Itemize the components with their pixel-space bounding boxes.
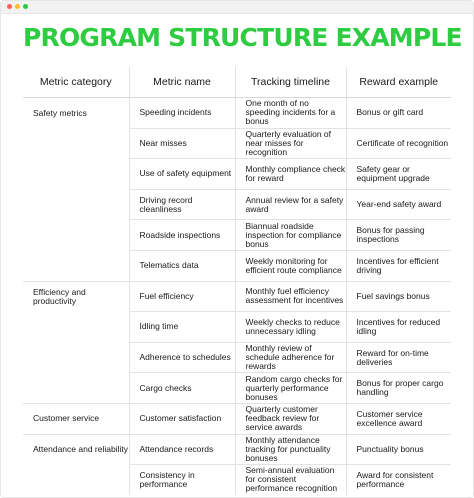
cell-reward-example-text: Safety gear or equipment upgrade <box>356 163 430 183</box>
cell-tracking-timeline-text: Weekly checks to reduce unnecessary idling <box>245 316 340 336</box>
cell-reward-example-text: Incentives for efficient driving <box>356 255 439 275</box>
cell-reward-example-text: Bonus or gift card <box>356 107 424 118</box>
cell-metric-name-text: Idling time <box>139 321 179 332</box>
cell-reward-example-text: Bonus for passing inspections <box>356 225 425 245</box>
table-body <box>23 98 451 495</box>
cell-metric-category <box>23 312 129 343</box>
cell-tracking-timeline-text: Quarterly evaluation of near misses for recognition <box>245 128 332 157</box>
minimize-window-dot-icon[interactable] <box>15 4 20 9</box>
table-header-row <box>23 67 451 98</box>
cell-tracking-timeline-text: Quarterly customer feedback review for service awards <box>245 404 320 433</box>
cell-tracking-timeline <box>235 159 346 190</box>
table-row <box>23 434 451 465</box>
cell-metric-name <box>129 189 235 220</box>
cell-metric-category <box>23 465 129 495</box>
cell-tracking-timeline <box>235 312 346 343</box>
cell-reward-example <box>346 220 451 251</box>
cell-metric-name <box>129 342 235 373</box>
cell-reward-example <box>346 98 451 129</box>
cell-tracking-timeline-text: Monthly attendance tracking for punctuality bonuses <box>245 434 331 463</box>
window-titlebar <box>1 1 473 14</box>
cell-metric-name <box>129 434 235 465</box>
cell-reward-example-text: Incentives for reduced idling <box>356 316 441 336</box>
cell-tracking-timeline <box>235 403 346 434</box>
cell-metric-category <box>23 159 129 190</box>
cell-tracking-timeline-text: Random cargo checks for quarterly performance bonuses <box>245 373 343 402</box>
table-row <box>23 403 451 434</box>
cell-tracking-timeline <box>235 465 346 495</box>
cell-reward-example-text: Certificate of recognition <box>356 137 449 148</box>
cell-reward-example <box>346 373 451 404</box>
cell-metric-name <box>129 281 235 312</box>
cell-tracking-timeline <box>235 128 346 159</box>
cell-metric-name-text: Consistency in performance <box>139 469 195 489</box>
cell-metric-name <box>129 250 235 281</box>
cell-tracking-timeline-text: Monthly compliance check for reward <box>245 163 346 183</box>
program-structure-table <box>23 67 451 495</box>
cell-metric-name-text: Roadside inspections <box>139 229 221 240</box>
cell-metric-name <box>129 159 235 190</box>
cell-reward-example <box>346 281 451 312</box>
cell-metric-category <box>23 434 129 465</box>
cell-metric-category <box>23 128 129 159</box>
column-header-reward-example: Reward example <box>346 67 451 98</box>
cell-reward-example-text: Award for consistent performance <box>356 469 434 489</box>
cell-reward-example-text: Punctuality bonus <box>356 443 424 454</box>
cell-tracking-timeline <box>235 250 346 281</box>
cell-tracking-timeline-text: One month of no speeding incidents for a bonus <box>245 98 336 127</box>
cell-metric-category <box>23 403 129 434</box>
cell-metric-category-text: Safety metrics <box>33 107 87 118</box>
cell-reward-example <box>346 189 451 220</box>
table-row <box>23 189 451 220</box>
cell-metric-name-text: Near misses <box>139 137 187 148</box>
cell-metric-category <box>23 189 129 220</box>
cell-metric-name-text: Cargo checks <box>139 382 192 393</box>
table-row <box>23 98 451 129</box>
table-row <box>23 312 451 343</box>
cell-metric-name <box>129 312 235 343</box>
cell-metric-category-text: Customer service <box>33 413 100 424</box>
cell-reward-example <box>346 159 451 190</box>
cell-metric-name-text: Adherence to schedules <box>139 352 231 363</box>
cell-metric-name-text: Attendance records <box>139 443 214 454</box>
column-header-tracking-timeline: Tracking timeline <box>235 67 346 98</box>
cell-metric-category <box>23 373 129 404</box>
cell-reward-example <box>346 128 451 159</box>
cell-metric-category <box>23 98 129 129</box>
cell-reward-example-text: Customer service excellence award <box>356 408 423 428</box>
cell-reward-example <box>346 342 451 373</box>
page-title: PROGRAM STRUCTURE EXAMPLE <box>23 23 462 52</box>
cell-metric-name <box>129 403 235 434</box>
cell-metric-category <box>23 250 129 281</box>
cell-metric-name-text: Telematics data <box>139 260 199 271</box>
table-row <box>23 465 451 495</box>
cell-tracking-timeline-text: Monthly fuel efficiency assessment for incentives <box>245 286 344 306</box>
cell-metric-category-text: Efficiency and productivity <box>33 286 86 306</box>
cell-metric-category-text: Attendance and reliability <box>33 444 128 455</box>
cell-tracking-timeline <box>235 434 346 465</box>
cell-reward-example-text: Reward for on-time deliveries <box>356 347 429 367</box>
cell-reward-example <box>346 312 451 343</box>
column-header-metric-category: Metric category <box>23 67 129 98</box>
cell-metric-name-text: Fuel efficiency <box>139 290 194 301</box>
column-header-metric-name: Metric name <box>129 67 235 98</box>
table-row <box>23 250 451 281</box>
cell-reward-example <box>346 403 451 434</box>
cell-metric-name <box>129 373 235 404</box>
cell-reward-example <box>346 250 451 281</box>
cell-metric-name-text: Speeding incidents <box>139 107 212 118</box>
cell-tracking-timeline <box>235 189 346 220</box>
cell-metric-name <box>129 128 235 159</box>
cell-tracking-timeline <box>235 342 346 373</box>
cell-metric-category <box>23 281 129 312</box>
maximize-window-dot-icon[interactable] <box>23 4 28 9</box>
cell-tracking-timeline <box>235 373 346 404</box>
table-row <box>23 159 451 190</box>
cell-metric-name <box>129 220 235 251</box>
cell-metric-category <box>23 220 129 251</box>
cell-metric-name-text: Customer satisfaction <box>139 413 222 424</box>
cell-metric-name-text: Driving record cleanliness <box>139 194 193 214</box>
cell-tracking-timeline <box>235 98 346 129</box>
cell-metric-name <box>129 98 235 129</box>
table-row <box>23 342 451 373</box>
cell-metric-category <box>23 342 129 373</box>
cell-tracking-timeline-text: Annual review for a safety award <box>245 194 344 214</box>
cell-tracking-timeline-text: Biannual roadside inspection for compliance bonus <box>245 220 342 249</box>
cell-tracking-timeline-text: Semi-annual evaluation for consistent performance recognition <box>245 465 338 494</box>
cell-tracking-timeline-text: Monthly review of schedule adherence for rewards <box>245 343 335 372</box>
table-row <box>23 220 451 251</box>
cell-tracking-timeline <box>235 220 346 251</box>
cell-metric-name <box>129 465 235 495</box>
cell-tracking-timeline <box>235 281 346 312</box>
cell-reward-example <box>346 465 451 495</box>
cell-metric-name-text: Use of safety equipment <box>139 168 232 179</box>
table-row <box>23 128 451 159</box>
cell-reward-example-text: Bonus for proper cargo handling <box>356 378 444 398</box>
cell-reward-example-text: Year-end safety award <box>356 199 442 210</box>
table-row <box>23 281 451 312</box>
table-row <box>23 373 451 404</box>
cell-tracking-timeline-text: Weekly monitoring for efficient route compliance <box>245 255 342 275</box>
cell-reward-example <box>346 434 451 465</box>
cell-reward-example-text: Fuel savings bonus <box>356 290 430 301</box>
close-window-dot-icon[interactable] <box>7 4 12 9</box>
